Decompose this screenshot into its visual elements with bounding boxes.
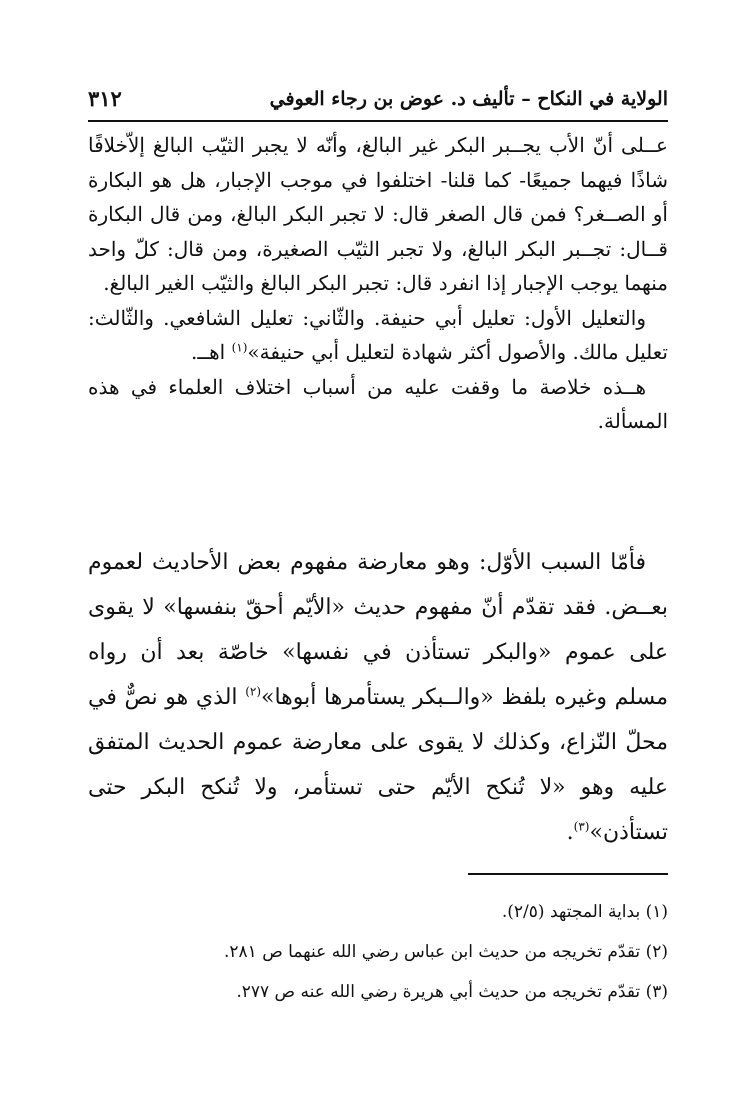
footnote-2: (٢) تقدّم تخريجه من حديث ابن عباس رضي الله عنهما ص ٢٨١. bbox=[224, 942, 668, 962]
footnote-ref-1: (١) bbox=[231, 340, 248, 355]
paragraph-1: عــلى أنّ الأب يجــبر البكر غير البالغ، وأنّه لا يجبر الثيّب البالغ إلاّخلافًا شاذًا فيهما جميعًا- كما قلنا- اختلفوا في موجب الإجبار، هل هو البكارة أو الصــغر؟ فمن قال الصغر قال: لا تجبر البكر البالغ، ومن قال البكارة قــال: تجــبر البكر البالغ، ولا تجبر الثيّب الصغيرة، ومن قال: كلّ واحد منهما يوجب الإجبار إذا انفرد قال: تجبر البكر البالغ والثيّب الغير البالغ. bbox=[88, 133, 668, 295]
footnotes bbox=[88, 892, 668, 1012]
footnote-1: (١) بداية المجتهد (٢/٥). bbox=[501, 902, 668, 922]
section-2 bbox=[88, 540, 668, 855]
header-title: الولاية في النكاح – تأليف د. عوض بن رجاء العوفي bbox=[269, 88, 668, 110]
main-text bbox=[88, 128, 668, 439]
paragraph-4-part-b: الذي هو نصٌّ في محلّ النّزاع، وكذلك لا يقوى على معارضة عموم الحديث المتفق عليه وهو «لا تُنكح الأيّم حتى تستأمر، ولا تُنكح البكر حتى تستأذن» bbox=[88, 685, 668, 845]
paragraph-2-tail: اهــ. bbox=[191, 340, 232, 364]
paragraph-2-text: والتعليل الأول: تعليل أبي حنيفة. والثّاني: تعليل الشافعي. والثّالث: تعليل مالك. والأصول أكثر شهادة لتعليل أبي حنيفة» bbox=[88, 305, 668, 364]
running-header bbox=[88, 84, 668, 122]
paragraph-2 bbox=[88, 301, 668, 370]
page-number: ٣١٢ bbox=[88, 86, 122, 111]
paragraph-4-part-a: فأمّا السبب الأوّل: وهو معارضة مفهوم بعض الأحاديث لعموم بعــض. فقد تقدّم أنّ مفهوم حديث «الأيّم أحقّ بنفسها» لا يقوى على عموم «والبكر تستأذن في نفسها» خاصّة بعد أن رواه مسلم وغيره بلفظ «والــبكر يستأمرها أبوها» bbox=[88, 550, 668, 710]
footnote-ref-2: (٢) bbox=[245, 684, 262, 699]
footnote-ref-3: (٣) bbox=[573, 819, 590, 834]
paragraph-4-end: . bbox=[566, 820, 574, 845]
footnote-separator bbox=[468, 873, 668, 875]
footnote-3: (٣) تقدّم تخريجه من حديث أبي هريرة رضي الله عنه ص ٢٧٧. bbox=[236, 982, 668, 1002]
paragraph-3: هــذه خلاصة ما وقفت عليه من أسباب اختلاف العلماء في هذه المسألة. bbox=[88, 374, 668, 433]
paragraph-4 bbox=[88, 540, 668, 855]
